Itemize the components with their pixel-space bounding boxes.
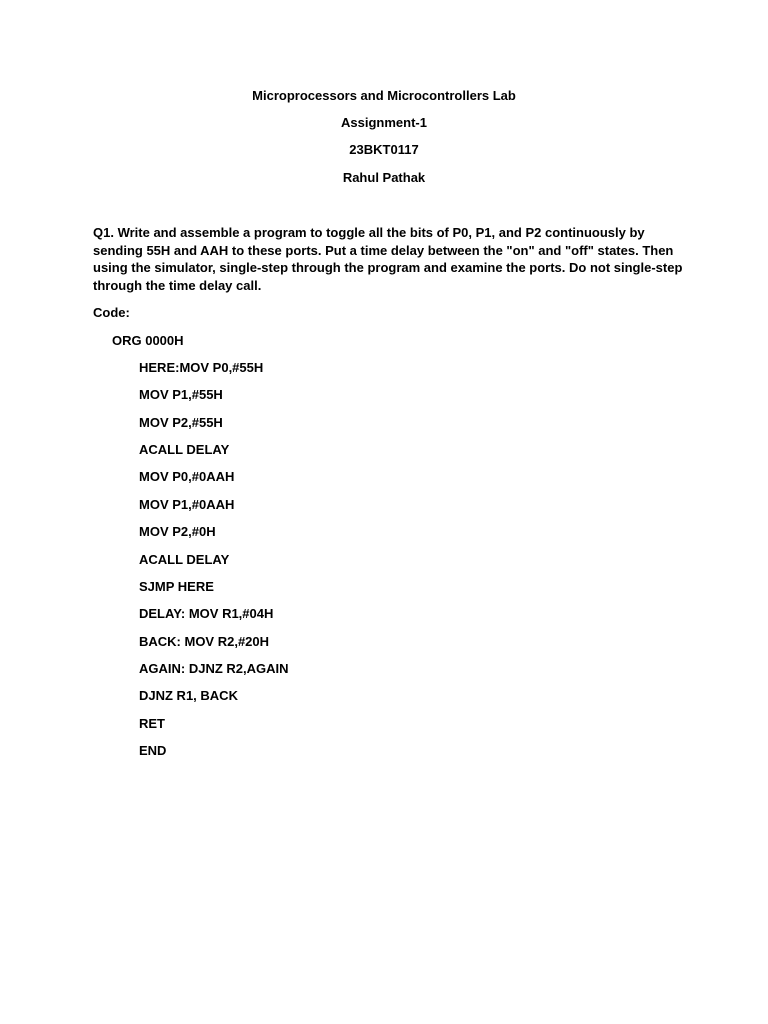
- code-line: END: [139, 743, 167, 758]
- student-name: Rahul Pathak: [342, 170, 426, 185]
- code-line: MOV P1,#55H: [139, 387, 223, 402]
- code-line: MOV P1,#0AAH: [139, 497, 235, 512]
- code-line: AGAIN: DJNZ R2,AGAIN: [139, 661, 289, 676]
- code-line: MOV P0,#0AAH: [139, 469, 235, 484]
- code-line: DJNZ R1, BACK: [139, 688, 238, 703]
- roll-number: 23BKT0117: [349, 142, 419, 157]
- code-line: MOV P2,#55H: [139, 415, 223, 430]
- code-line: ACALL DELAY: [139, 552, 230, 567]
- code-line: ACALL DELAY: [139, 442, 230, 457]
- code-line: ORG 0000H: [112, 333, 184, 348]
- code-line: RET: [139, 716, 165, 731]
- code-line: BACK: MOV R2,#20H: [139, 634, 270, 649]
- assignment-title: Assignment-1: [341, 115, 427, 130]
- code-line: DELAY: MOV R1,#04H: [139, 606, 274, 621]
- question-text: Q1. Write and assemble a program to toggle all the bits of P0, P1, and P2 continuously by sending 55H and AAH to these ports. Put a time delay between the "on" and "off" states. Then using the simulator, single-step through the program and examine the ports. Do not single-step through the time delay call.: [93, 225, 683, 293]
- code-label: Code:: [93, 305, 130, 320]
- code-line: SJMP HERE: [139, 579, 214, 594]
- course-title: Microprocessors and Microcontrollers Lab: [252, 88, 516, 103]
- code-line: MOV P2,#0H: [139, 524, 216, 539]
- code-line: HERE:MOV P0,#55H: [139, 360, 264, 375]
